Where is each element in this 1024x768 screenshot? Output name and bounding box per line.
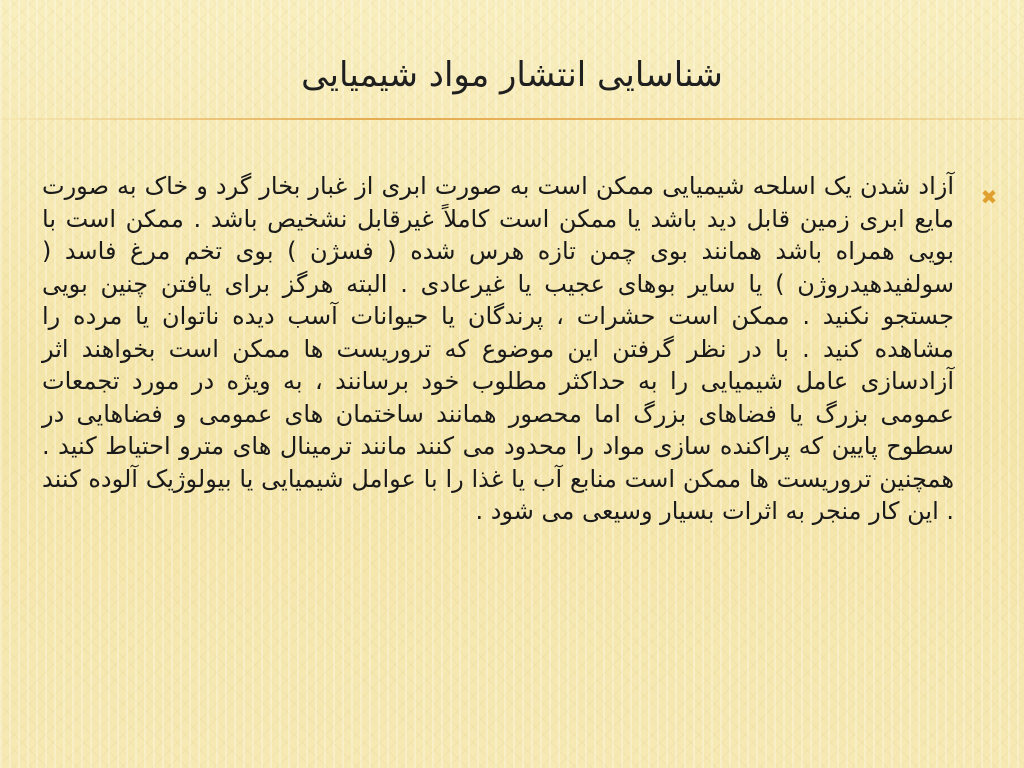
body-paragraph: آزاد شدن یک اسلحه شیمیایی ممکن است به صورت ابری از غبار بخار گرد و خاک به صورت مایع ابری زمین قابل دید باشد یا ممکن است کاملاً غیرقابل نشخیص باشد . ممکن است با بویی همراه باشد همانند بوی چمن تازه هرس شده ( فسژن ) بوی تخم مرغ فاسد ( سولفیدهیدروژن ) یا سایر بوهای عجیب یا غیرعادی . البته هرگز برای یافتن چنین بویی جستجو نکنید . ممکن است حشرات ، پرندگان یا حیوانات آسب دیده ناتوان یا مرده را مشاهده کنید . با در نظر گرفتن این موضوع که تروریست ها ممکن است بخواهند اثر آزادسازی عامل شیمیایی را به حداکثر مطلوب خود برسانند ، به ویژه در مورد تجمعات عمومی بزرگ یا فضاهای بزرگ اما محصور همانند ساختمان های عمومی و فضاهایی در سطوح پایین که پراکنده سازی مواد را محدود می کنند مانند ترمینال های مترو احتیاط کنید . همچنین تروریست ها ممکن است منابع آب یا غذا را با عوامل شیمیایی یا بیولوژیک آلوده کنند . این کار منجر به اثرات بسیار وسیعی می شود . xyxy=(42,172,954,525)
title-divider xyxy=(0,118,1024,120)
cross-bullet-icon: ✖ xyxy=(980,185,998,209)
slide-content xyxy=(40,170,1000,670)
slide-title: شناسایی انتشار مواد شیمیایی xyxy=(301,55,723,95)
